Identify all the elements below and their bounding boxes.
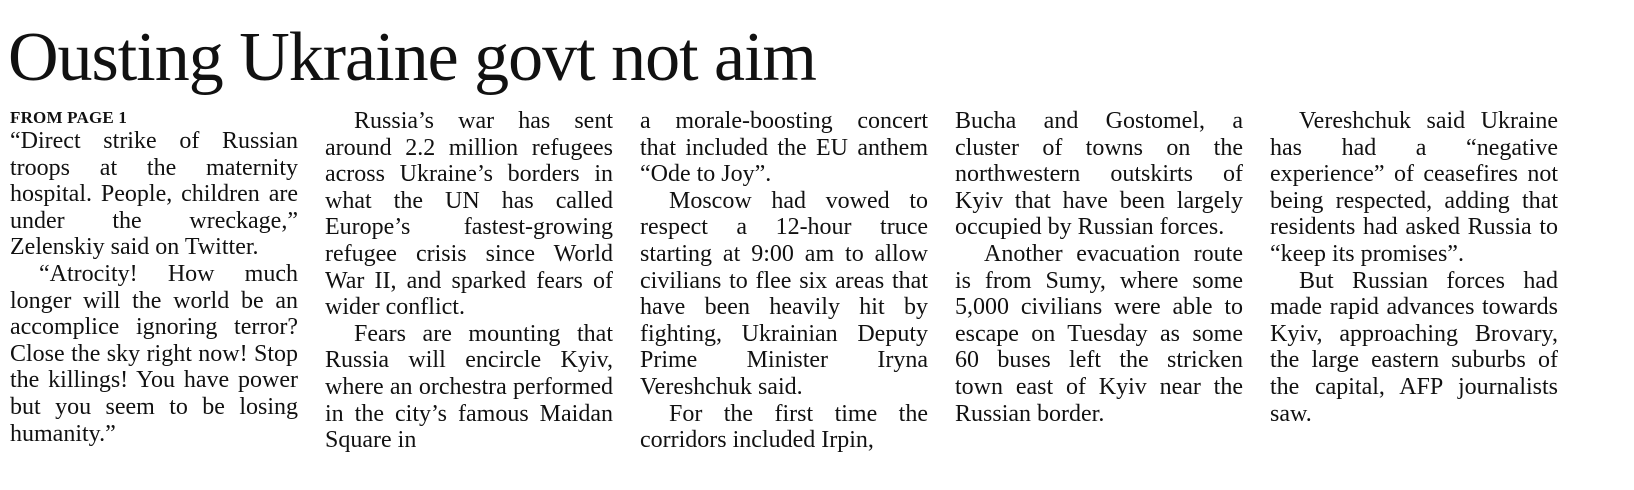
continuation-kicker: FROM PAGE 1 bbox=[10, 108, 128, 127]
paragraph: Vereshchuk said Ukraine has had a “negative experience” of ceasefires not being respected, adding that residents had asked Russia to “keep its promises”. bbox=[1270, 108, 1558, 267]
paragraph: Another evacuation route is from Sumy, where some 5,000 civilians were able to escape on Tuesday as some 60 buses left the stricken town east of Kyiv near the Russian border. bbox=[955, 240, 1243, 427]
paragraph: Fears are mounting that Russia will encircle Kyiv, where an orchestra performed in the city’s famous Maidan Square in bbox=[325, 320, 613, 454]
paragraph: Bucha and Gostomel, a cluster of towns on the northwestern outskirts of Kyiv that have been largely occupied by Russian forces. bbox=[955, 108, 1243, 241]
article-column-2 bbox=[325, 108, 613, 478]
paragraph: “Atrocity! How much longer will the world be an accomplice ignoring terror? Close the sky right now! Stop the killings! You have power but you seem to be losing humanity.” bbox=[10, 260, 298, 447]
paragraph: Moscow had vowed to respect a 12-hour truce starting at 9:00 am to allow civilians to flee six areas that have been heavily hit by fighting, Ukrainian Deputy Prime Minister Iryna Vereshchuk said. bbox=[640, 187, 928, 400]
paragraph: a morale-boosting concert that included the EU anthem “Ode to Joy”. bbox=[640, 108, 928, 188]
paragraph: For the first time the corridors included Irpin, bbox=[640, 400, 928, 454]
article-column-4 bbox=[955, 108, 1243, 478]
article-column-1 bbox=[10, 108, 298, 478]
paragraph: “Direct strike of Russian troops at the maternity hospital. People, children are under the wreckage,” Zelenskiy said on Twitter. bbox=[10, 128, 298, 261]
paragraph: Russia’s war has sent around 2.2 million refugees across Ukraine’s borders in what the UN has called Europe’s fastest-growing refugee crisis since World War II, and sparked fears of wider conflict. bbox=[325, 108, 613, 321]
headline: Ousting Ukraine govt not aim bbox=[8, 19, 817, 96]
article-body bbox=[10, 108, 1558, 478]
article-column-3 bbox=[640, 108, 928, 478]
article-column-5 bbox=[1270, 108, 1558, 478]
paragraph: But Russian forces had made rapid advances towards Kyiv, approaching Brovary, the large eastern suburbs of the capital, AFP journalists saw. bbox=[1270, 267, 1558, 427]
